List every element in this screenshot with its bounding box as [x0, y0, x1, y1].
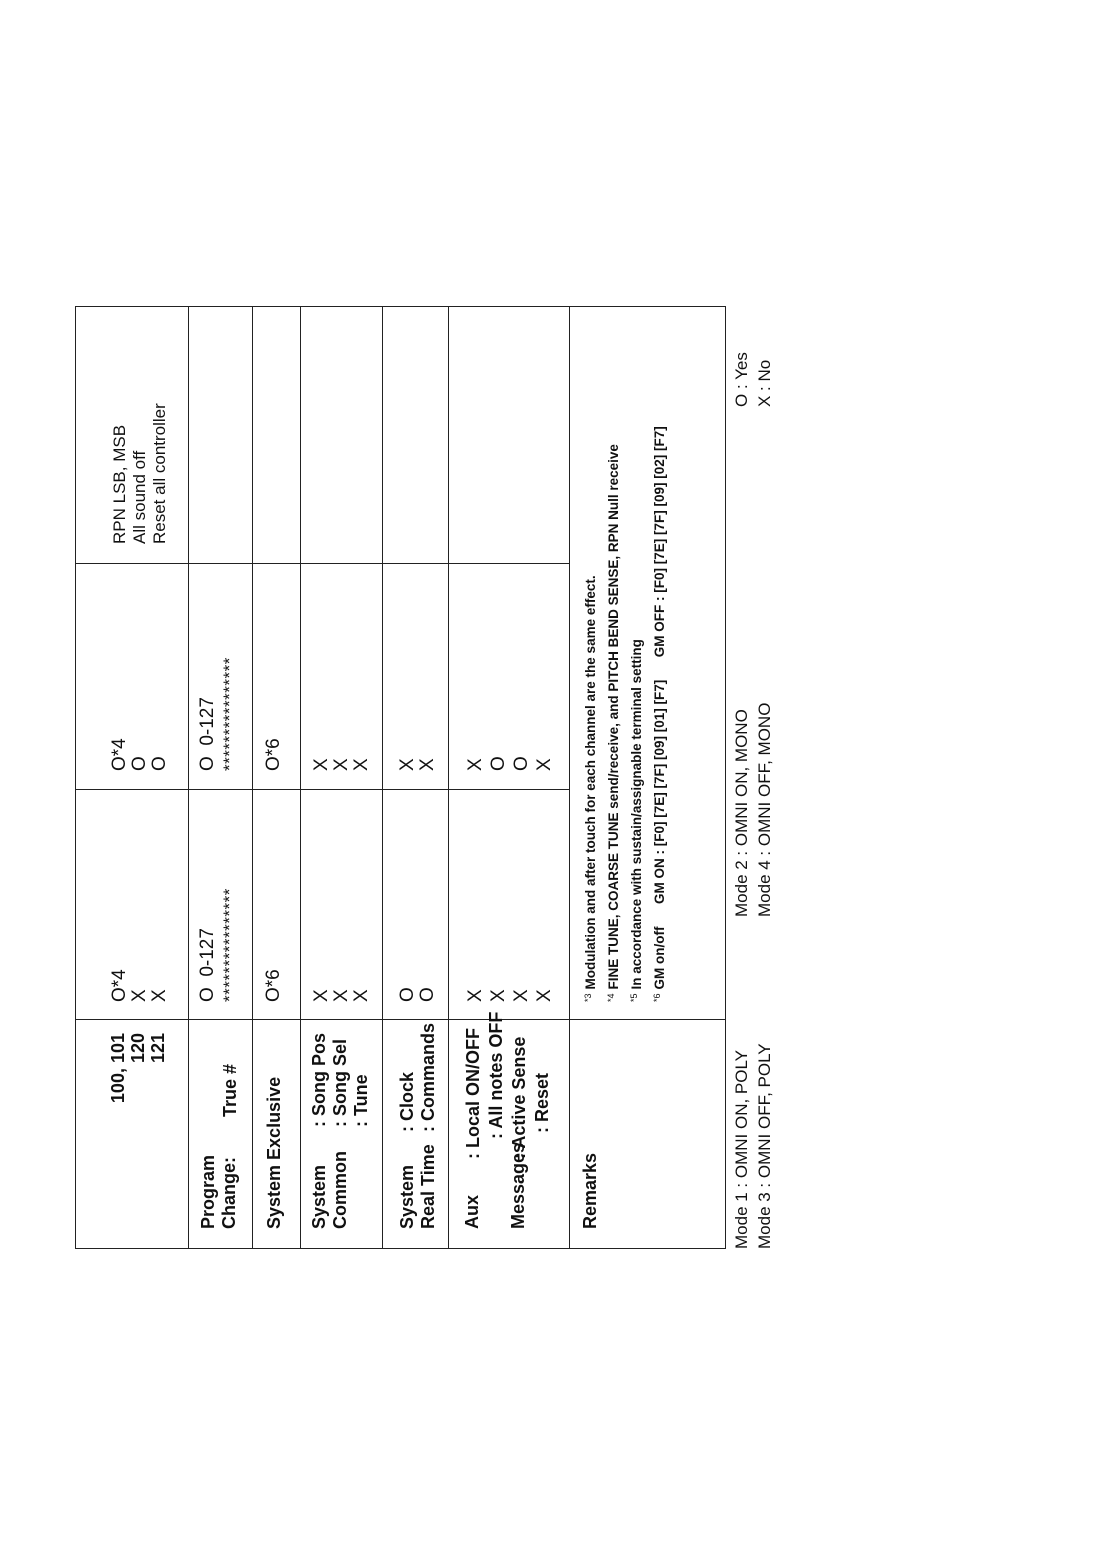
table-left-border	[75, 1248, 726, 1249]
remark-note: $^{*3}$Modulation and after touch for each channel are the same effect.	[583, 575, 598, 1002]
row-divider-realtime	[382, 307, 383, 1249]
cell-value: X	[534, 989, 555, 1002]
list-item: : Tune	[351, 1074, 371, 1127]
cell-value: X	[417, 758, 438, 771]
system-common-recognized	[312, 758, 372, 771]
system-realtime-transmitted	[398, 987, 438, 1002]
cell-value: X	[311, 989, 332, 1002]
mode-4: Mode 4 : OMNI OFF, MONO	[755, 702, 774, 917]
aux-recognized	[464, 756, 556, 771]
row-divider-remarks	[569, 307, 570, 1249]
controllers-transmitted	[110, 969, 170, 1002]
cell-value: O*4	[109, 969, 130, 1002]
program-change-recognized: O 0-127	[197, 697, 218, 771]
list-item: : Clock	[397, 1071, 417, 1132]
cell-value: X	[129, 989, 150, 1002]
controller-number: 121	[148, 1033, 168, 1064]
remark-note: $^{*6}$GM on/off GM ON : [F0] [7E] [7F] [09] [01] [F7] GM OFF : [F0] [7E] [7F] [09] [02] [F7]	[652, 426, 667, 1002]
list-item: : Song Sel	[330, 1038, 350, 1127]
list-item: : Active Sense	[509, 1036, 529, 1159]
cell-value: Reset all controller	[150, 403, 169, 544]
system-realtime-label: System Real Time	[397, 1144, 438, 1229]
cell-value: X	[465, 758, 486, 771]
col-divider-function	[75, 1019, 726, 1020]
cell-value: X	[397, 758, 418, 771]
cell-value: X	[534, 758, 555, 771]
cell-value: O*4	[109, 738, 130, 771]
cell-value: X	[488, 989, 509, 1002]
program-change-recognized-true: ****************	[220, 657, 239, 771]
true-number-label: True #	[220, 1063, 240, 1117]
table-top-border	[75, 307, 76, 1249]
system-realtime-items	[397, 1023, 439, 1132]
system-exclusive-transmitted: O*6	[263, 969, 284, 1002]
cell-value: O	[149, 756, 170, 771]
remark-note: $^{*4}$FINE TUNE, COARSE TUNE send/receive, and PITCH BEND SENSE, RPN Null receive	[606, 444, 621, 1002]
program-change-label: Program Change:	[198, 1154, 239, 1229]
row-divider-program	[188, 307, 189, 1249]
mode-3: Mode 3 : OMNI OFF, POLY	[755, 1043, 774, 1249]
system-exclusive-recognized: O*6	[263, 738, 284, 771]
row-divider-sysex	[252, 307, 253, 1249]
aux-transmitted	[464, 989, 556, 1002]
footer-legend	[730, 352, 776, 407]
footer-modes-right	[730, 703, 776, 917]
system-exclusive-label: System Exclusive	[264, 1076, 284, 1229]
list-item: : Local ON/OFF	[463, 1027, 483, 1159]
footer-modes-left	[730, 1043, 776, 1249]
system-common-label: System Common	[309, 1151, 350, 1229]
cell-value: O	[417, 987, 438, 1002]
col-divider-recognized	[75, 563, 569, 564]
controller-number: 100, 101	[108, 1033, 128, 1104]
program-change-transmitted-true: ****************	[220, 888, 239, 1002]
list-item: : All notes OFF	[486, 1011, 506, 1139]
table-right-border	[75, 306, 726, 307]
remarks-label: Remarks	[580, 1152, 600, 1229]
cell-value: O	[129, 756, 150, 771]
controller-numbers	[108, 1033, 168, 1103]
system-common-items	[309, 1033, 372, 1127]
remark-note: $^{*5}$In accordance with sustain/assignable terminal setting	[629, 639, 644, 1002]
cell-value: X	[331, 989, 352, 1002]
list-item: : Reset	[532, 1072, 552, 1133]
program-change-transmitted: O 0-127	[197, 928, 218, 1002]
cell-value: X	[149, 989, 170, 1002]
mode-1: Mode 1 : OMNI ON, POLY	[732, 1049, 751, 1249]
cell-value: X	[511, 989, 532, 1002]
cell-value: RPN LSB, MSB	[110, 424, 129, 544]
cell-value: X	[465, 989, 486, 1002]
cell-value: O	[511, 756, 532, 771]
cell-value: X	[351, 989, 372, 1002]
cell-value: X	[331, 758, 352, 771]
system-common-transmitted	[312, 989, 372, 1002]
row-divider-common	[300, 307, 301, 1249]
controller-number: 120	[128, 1033, 148, 1064]
legend-yes: O : Yes	[732, 352, 751, 407]
cell-value: X	[311, 758, 332, 771]
list-item: : Song Pos	[309, 1033, 329, 1127]
messages-label: Messages	[508, 1142, 528, 1229]
legend-no: X : No	[755, 359, 774, 407]
cell-value: O	[488, 756, 509, 771]
aux-label: Aux	[462, 1194, 482, 1229]
row-divider-aux	[448, 307, 449, 1249]
system-realtime-recognized	[398, 758, 438, 771]
cell-value: X	[351, 758, 372, 771]
cell-value: All sound off	[130, 450, 149, 544]
mode-2: Mode 2 : OMNI ON, MONO	[732, 709, 751, 917]
table-bottom-border	[725, 307, 726, 1249]
col-divider-transmitted	[75, 789, 569, 790]
list-item: : Commands	[418, 1022, 438, 1132]
controllers-recognized	[110, 738, 170, 771]
cell-value: O	[397, 987, 418, 1002]
controllers-remarks	[110, 403, 170, 544]
aux-items	[462, 1012, 554, 1159]
remarks-notes	[578, 426, 670, 1002]
